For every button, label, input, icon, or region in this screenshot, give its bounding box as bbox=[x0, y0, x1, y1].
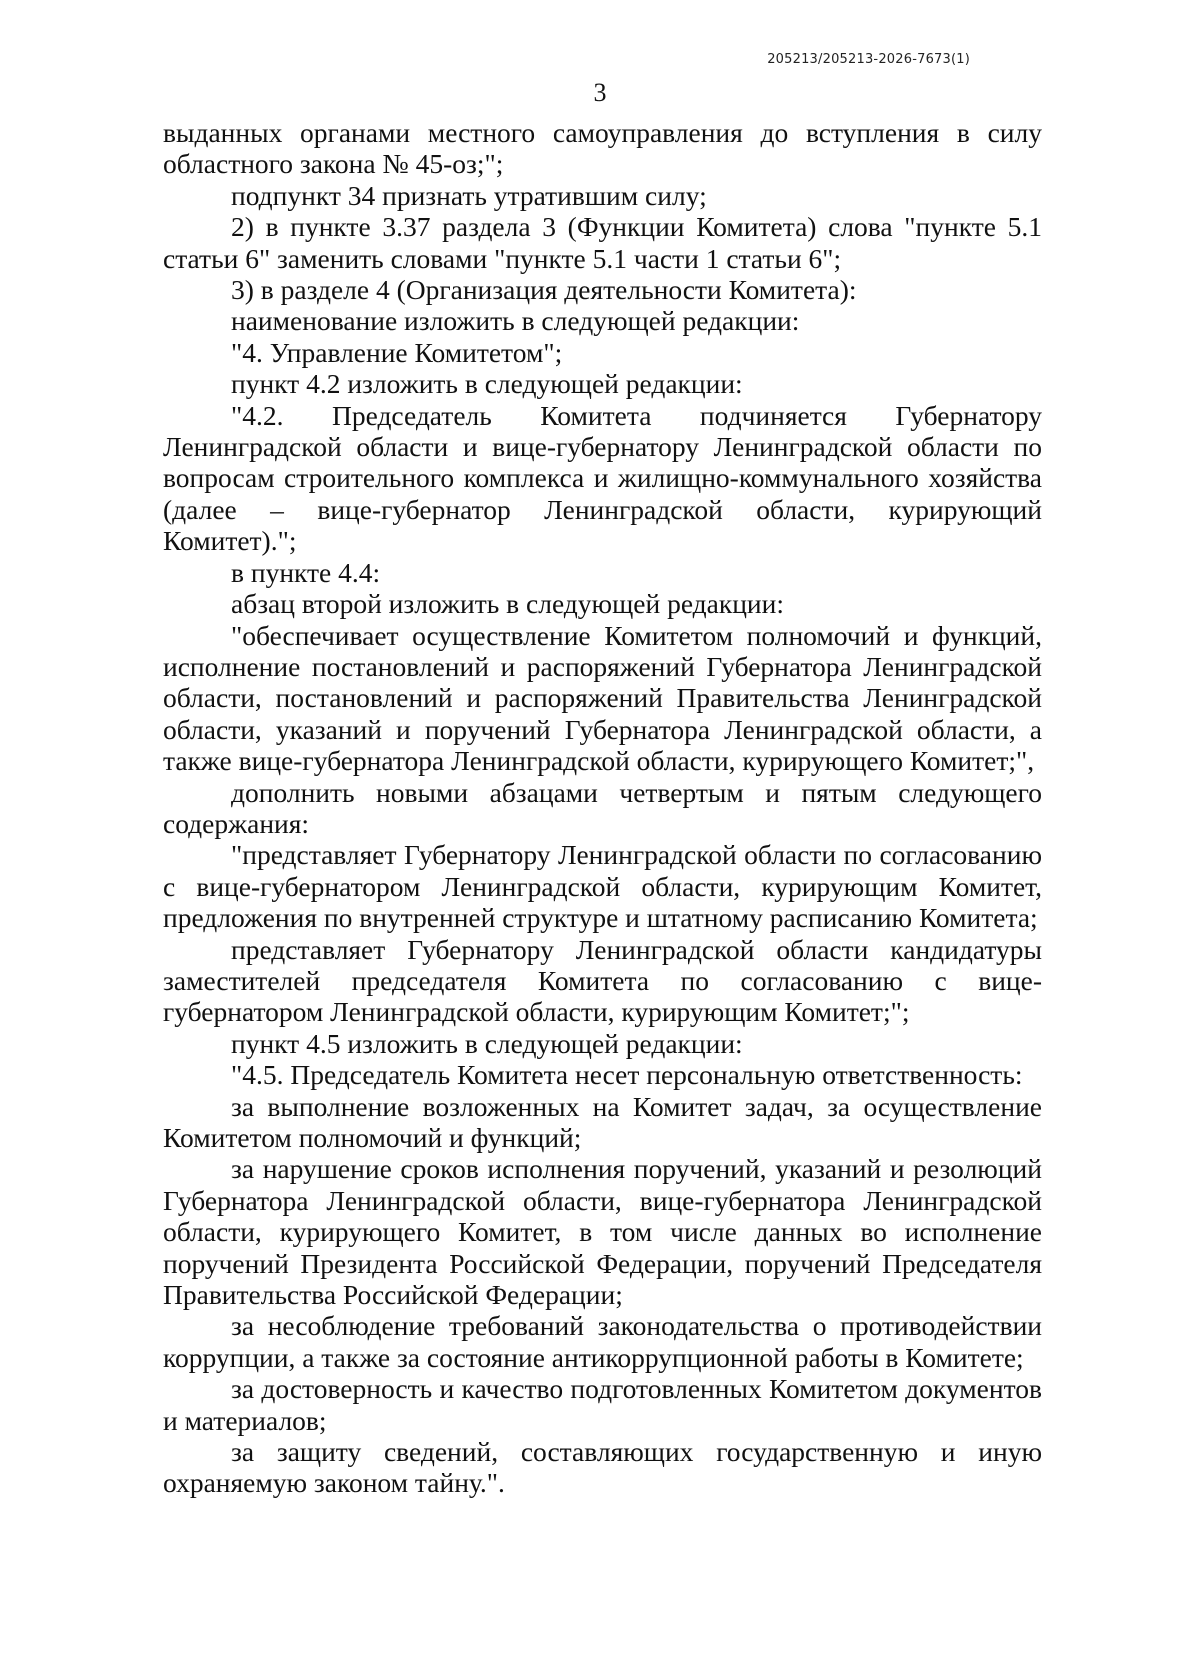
paragraph: за выполнение возложенных на Комитет задач, за осуществление Комитетом полномочий и функций; bbox=[163, 1090, 1042, 1153]
paragraph: абзац второй изложить в следующей редакции: bbox=[231, 588, 785, 620]
paragraph: за защиту сведений, составляющих государственную и иную охраняемую законом тайну.". bbox=[163, 1436, 1042, 1499]
paragraph: в пункте 4.4: bbox=[231, 556, 381, 588]
paragraph: выданных органами местного самоуправления до вступления в силу областного закона № 45-оз;"; bbox=[163, 117, 1042, 180]
paragraph: "4. Управление Комитетом"; bbox=[231, 336, 563, 368]
paragraph: пункт 4.2 изложить в следующей редакции: bbox=[231, 368, 743, 400]
paragraph: пункт 4.5 изложить в следующей редакции: bbox=[231, 1027, 743, 1059]
paragraph: "4.5. Председатель Комитета несет персональную ответственность: bbox=[231, 1059, 1023, 1091]
paragraph: за нарушение сроков исполнения поручений, указаний и резолюций Губернатора Ленинградской области, вице-губернатора Ленинградской области, курирующего Комитет, в том числе данных во исполнение поручений Президента Российской Федерации, поручений Председателя Правительства Российской Федерации; bbox=[163, 1153, 1042, 1311]
paragraph: "4.2. Председатель Комитета подчиняется Губернатору Ленинградской области и вице-губернатору Ленинградской области по вопросам строительного комплекса и жилищно-коммунального хозяйства (далее – вице-губернатор Ленинградской области, курирующий Комитет)."; bbox=[163, 399, 1042, 557]
page-number: 3 bbox=[593, 78, 607, 107]
paragraph: дополнить новыми абзацами четвертым и пятым следующего содержания: bbox=[163, 776, 1042, 839]
paragraph: за достоверность и качество подготовленных Комитетом документов и материалов; bbox=[163, 1373, 1042, 1436]
paragraph: представляет Губернатору Ленинградской области кандидатуры заместителей председателя Комитета по согласованию с вице-губернатором Ленинградской области, курирующим Комитет;"; bbox=[163, 933, 1042, 1028]
paragraph: "обеспечивает осуществление Комитетом полномочий и функций, исполнение постановлений и распоряжений Губернатора Ленинградской области, постановлений и распоряжений Правительства Ленинградской области, указаний и поручений Губернатора Ленинградской области, а также вице-губернатора Ленинградской области, курирующего Комитет;", bbox=[163, 619, 1042, 777]
paragraph: подпункт 34 признать утратившим силу; bbox=[231, 179, 707, 211]
paragraph: наименование изложить в следующей редакции: bbox=[231, 305, 800, 337]
paragraph: "представляет Губернатору Ленинградской области по согласованию с вице-губернатором Ленинградской области, курирующим Комитет, предложения по внутренней структуре и штатному расписанию Комитета; bbox=[163, 839, 1042, 934]
paragraph: 3) в разделе 4 (Организация деятельности Комитета): bbox=[231, 274, 857, 306]
document-body bbox=[163, 117, 1042, 1499]
document-id: 205213/205213-2026-7673(1) bbox=[767, 52, 970, 67]
paragraph: 2) в пункте 3.37 раздела 3 (Функции Комитета) слова "пункте 5.1 статьи 6" заменить словами "пункте 5.1 части 1 статьи 6"; bbox=[163, 211, 1042, 274]
paragraph: за несоблюдение требований законодательства о противодействии коррупции, а также за состояние антикоррупционной работы в Комитете; bbox=[163, 1310, 1042, 1373]
